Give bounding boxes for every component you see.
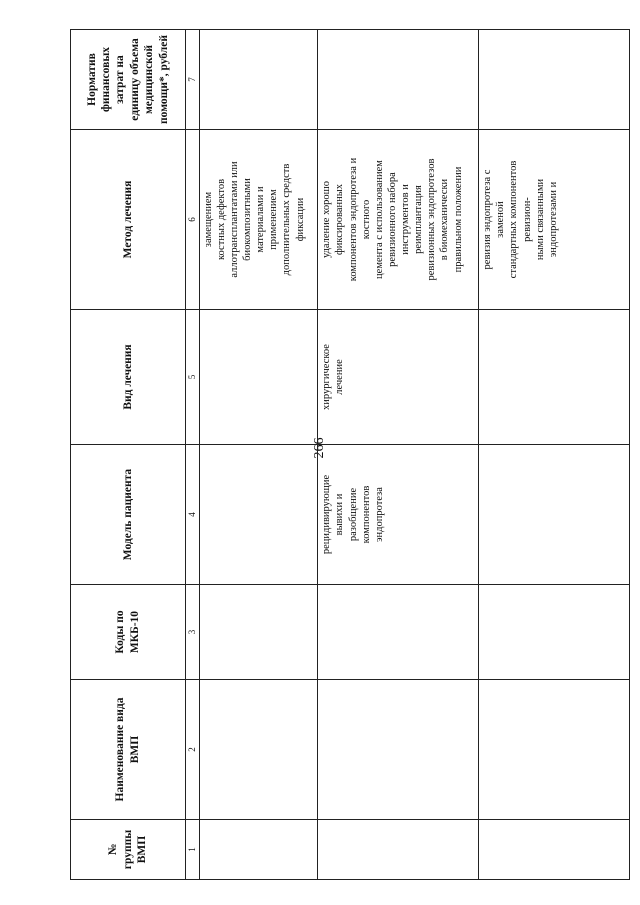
cell-treatment-method (199, 130, 318, 310)
method-line: компонентов эндопротеза и (347, 157, 359, 282)
header-vmp-name: Наименование вида ВМП (71, 680, 186, 820)
cell-treatment-method (479, 130, 630, 310)
method-line: фиксации (294, 197, 306, 242)
method-line: ревизионного набора (386, 172, 398, 267)
header-patient-model: Модель пациента (71, 445, 186, 585)
method-line: биокомпозитными (242, 178, 254, 261)
cell-treatment-type (199, 310, 318, 445)
method-line: применением (268, 189, 280, 250)
method-line: дополнительных средств (281, 163, 293, 276)
column-number: 1 (185, 820, 199, 880)
cell-vmp-name (199, 680, 318, 820)
cell-group-number (199, 820, 318, 880)
cell-patient-model (199, 445, 318, 585)
method-line: удаление хорошо (321, 180, 333, 259)
table-row (318, 30, 479, 880)
column-number: 5 (185, 310, 199, 445)
column-number: 7 (185, 30, 199, 130)
method-line: костных дефектов (215, 178, 227, 261)
method-line: аллотрансплантатами или (228, 161, 240, 278)
rotated-table-container (70, 30, 630, 880)
cell-vmp-name (318, 680, 479, 820)
cell-treatment-type (479, 310, 630, 445)
patient-model-line: эндопротеза (373, 487, 385, 542)
method-line: реимплантация (413, 185, 425, 254)
method-line: стандартных компонентов (508, 160, 520, 279)
cell-icd10-codes (199, 585, 318, 680)
cell-icd10-codes (479, 585, 630, 680)
patient-model-line: рецидивирующие (321, 474, 333, 555)
method-line: фиксированных (334, 183, 346, 256)
method-line: эндопротезами и (547, 181, 559, 258)
treatment-type-line: хирургическое (321, 344, 333, 410)
patient-model-line: вывихи и (334, 493, 346, 536)
table-row (199, 30, 318, 880)
cell-vmp-name (479, 680, 630, 820)
cell-cost-norm (318, 30, 479, 130)
cell-patient-model (318, 445, 479, 585)
method-line: заменой (495, 201, 507, 238)
method-line: костного (360, 199, 372, 240)
header-icd10-codes: Коды по МКБ-10 (71, 585, 186, 680)
cell-cost-norm (479, 30, 630, 130)
table-row (479, 30, 630, 880)
method-line: правильном положении (452, 166, 464, 273)
cell-group-number (479, 820, 630, 880)
cell-cost-norm (199, 30, 318, 130)
column-number: 6 (185, 130, 199, 310)
cell-patient-model (479, 445, 630, 585)
header-group-number: № группы ВМП (71, 820, 186, 880)
column-number: 3 (185, 585, 199, 680)
patient-model-line: компонентов (360, 485, 372, 544)
cell-group-number (318, 820, 479, 880)
method-line: ревизионных эндопротезов (426, 158, 438, 281)
column-number: 4 (185, 445, 199, 585)
method-line: инструментов и (400, 184, 412, 255)
method-line: ревизион- (521, 197, 533, 242)
method-line: в биомеханически (439, 178, 451, 261)
patient-model-line: разобщение (347, 487, 359, 542)
method-line: ными связанными (534, 178, 546, 261)
cell-treatment-method (318, 130, 479, 310)
header-cost-norm: Норматив финансовых затрат на единицу объема медицинской помощи*, рублей (71, 30, 186, 130)
column-number: 2 (185, 680, 199, 820)
method-line: ревизия эндопротеза с (482, 169, 494, 270)
page-number: 266 (312, 437, 327, 459)
treatment-type-line: лечение (334, 359, 346, 395)
method-line: замещением (202, 191, 214, 248)
cell-icd10-codes (318, 585, 479, 680)
vmp-table (70, 29, 630, 880)
header-treatment-method: Метод лечения (71, 130, 186, 310)
header-treatment-type: Вид лечения (71, 310, 186, 445)
method-line: материалами и (255, 186, 267, 253)
method-line: цемента с использованием (373, 160, 385, 279)
cell-treatment-type (318, 310, 479, 445)
